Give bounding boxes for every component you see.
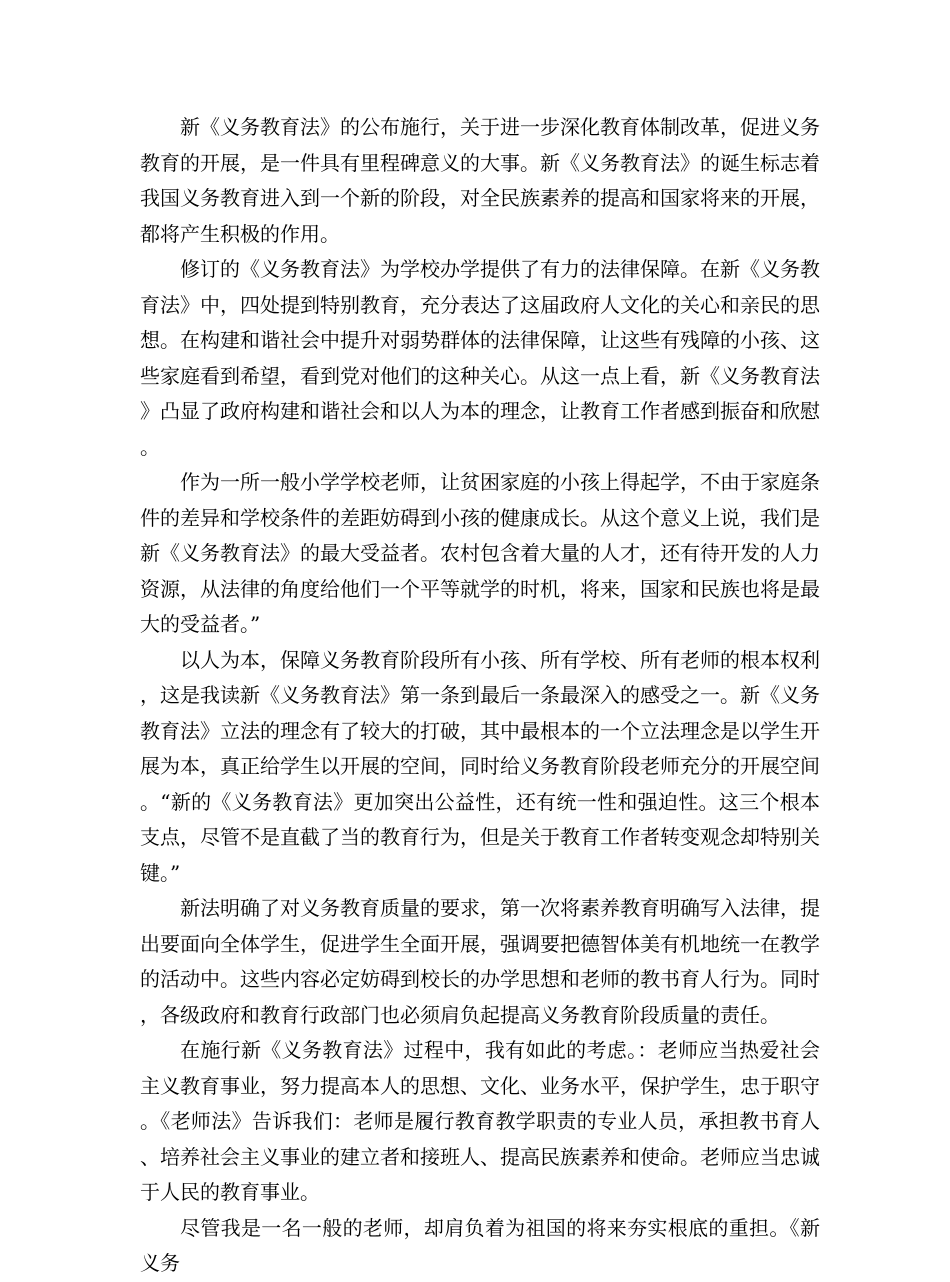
paragraph-2: 修订的《义务教育法》为学校办学提供了有力的法律保障。在新《义务教育法》中，四处提到特别教育，充分表达了这届政府人文化的关心和亲民的思想。在构建和谐社会中提升对弱势群体的法律保障，让这些有残障的小孩、这些家庭看到希望，看到党对他们的这种关心。从这一点上看，新《义务教育法》凸显了政府构建和谐社会和以人为本的理念，让教育工作者感到振奋和欣慰。: [140, 257, 820, 459]
paragraph-5: 新法明确了对义务教育质量的要求，第一次将素养教育明确写入法律，提出要面向全体学生，促进学生全面开展，强调要把德智体美有机地统一在教学的活动中。这些内容必定妨碍到校长的办学思想和老师的教书育人行为。同时，各级政府和教育行政部门也必须肩负起提高义务教育阶段质量的责任。: [140, 896, 820, 1027]
paragraph-4: 以人为本，保障义务教育阶段所有小孩、所有学校、所有老师的根本权利，这是我读新《义务教育法》第一条到最后一条最深入的感受之一。新《义务教育法》立法的理念有了较大的打破，其中最根本的一个立法理念是以学生开展为本，真正给学生以开展的空间，同时给义务教育阶段老师充分的开展空间。“新的《义务教育法》更加突出公益性，还有统一性和强迫性。这三个根本支点，尽管不是直截了当的教育行为，但是关于教育工作者转变观念却特别关键。”: [140, 647, 820, 885]
document-page: [140, 110, 820, 1282]
paragraph-6: 在施行新《义务教育法》过程中，我有如此的考虑。：老师应当热爱社会主义教育事业，努力提高本人的思想、文化、业务水平，保护学生，忠于职守。《老师法》告诉我们：老师是履行教育教学职责的专业人员，承担教书育人、培养社会主义事业的建立者和接班人、提高民族素养和使命。老师应当忠诚于人民的教育事业。: [140, 1038, 820, 1204]
paragraph-7: 尽管我是一名一般的老师，却肩负着为祖国的将来夯实根底的重担。《新义务: [140, 1215, 820, 1275]
paragraph-3: 作为一所一般小学学校老师，让贫困家庭的小孩上得起学，不由于家庭条件的差异和学校条件的差距妨碍到小孩的健康成长。从这个意义上说，我们是新《义务教育法》的最大受益者。农村包含着大量的人才，还有待开发的人力资源，从法律的角度给他们一个平等就学的时机，将来，国家和民族也将是最大的受益者。”: [140, 470, 820, 636]
paragraph-1: 新《义务教育法》的公布施行，关于进一步深化教育体制改革，促进义务教育的开展，是一件具有里程碑意义的大事。新《义务教育法》的诞生标志着我国义务教育进入到一个新的阶段，对全民族素养的提高和国家将来的开展，都将产生积极的作用。: [140, 115, 820, 246]
